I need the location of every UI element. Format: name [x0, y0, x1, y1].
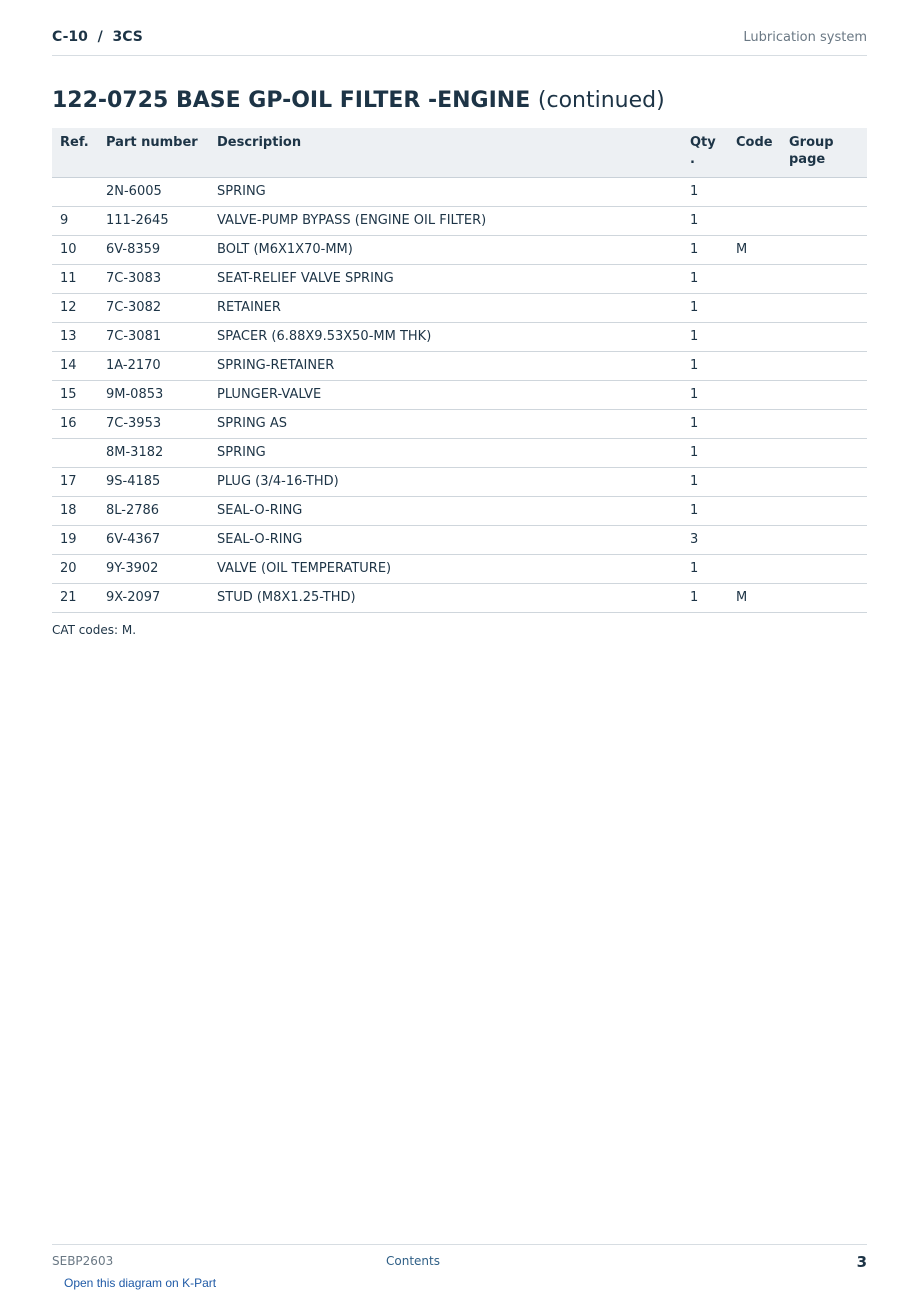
table-row: [52, 264, 867, 293]
cell-part-number: 9S-4185: [98, 467, 209, 496]
cell-code: [728, 438, 781, 467]
cell-description: SPACER (6.88X9.53X50-MM THK): [209, 322, 682, 351]
cell-description: BOLT (M6X1X70-MM): [209, 235, 682, 264]
cell-qty: 1: [682, 496, 728, 525]
cell-qty: 1: [682, 409, 728, 438]
cell-part-number: 7C-3083: [98, 264, 209, 293]
column-header-group-line1: Group: [789, 135, 834, 150]
cell-qty: 1: [682, 293, 728, 322]
table-row: [52, 409, 867, 438]
cell-ref: 11: [52, 264, 98, 293]
cell-code: [728, 496, 781, 525]
cell-code: [728, 264, 781, 293]
cell-ref: [52, 438, 98, 467]
section-name: Lubrication system: [743, 30, 867, 45]
column-header-qty-line1: Qty: [690, 135, 716, 150]
cell-description: STUD (M8X1.25-THD): [209, 583, 682, 612]
cell-part-number: 8M-3182: [98, 438, 209, 467]
column-header-group-line2: page: [789, 152, 826, 167]
cell-part-number: 7C-3081: [98, 322, 209, 351]
cell-qty: 1: [682, 380, 728, 409]
column-header-qty-line2: .: [690, 152, 695, 167]
cell-qty: 3: [682, 525, 728, 554]
cell-description: SEAT-RELIEF VALVE SPRING: [209, 264, 682, 293]
cell-part-number: 6V-4367: [98, 525, 209, 554]
cell-group-page: [781, 496, 867, 525]
cell-qty: 1: [682, 264, 728, 293]
table-row: [52, 177, 867, 206]
cell-description: SPRING: [209, 177, 682, 206]
table-row: [52, 525, 867, 554]
page-footer: [52, 1244, 867, 1271]
cell-ref: 17: [52, 467, 98, 496]
table-row: [52, 496, 867, 525]
page-header: [52, 28, 867, 56]
table-row: [52, 351, 867, 380]
cell-qty: 1: [682, 467, 728, 496]
cell-ref: 19: [52, 525, 98, 554]
cell-qty: 1: [682, 235, 728, 264]
contents-link[interactable]: Contents: [386, 1254, 440, 1268]
cell-group-page: [781, 525, 867, 554]
page-number: 3: [856, 1253, 867, 1271]
cell-part-number: 7C-3953: [98, 409, 209, 438]
cell-description: SPRING-RETAINER: [209, 351, 682, 380]
cell-ref: [52, 177, 98, 206]
table-row: [52, 554, 867, 583]
cell-code: [728, 177, 781, 206]
cell-part-number: 1A-2170: [98, 351, 209, 380]
cell-group-page: [781, 351, 867, 380]
cell-ref: 12: [52, 293, 98, 322]
cell-code: [728, 554, 781, 583]
cell-ref: 20: [52, 554, 98, 583]
document-number: SEBP2603: [52, 1254, 114, 1268]
cell-group-page: [781, 322, 867, 351]
cell-group-page: [781, 264, 867, 293]
cell-part-number: 9X-2097: [98, 583, 209, 612]
cell-code: M: [728, 235, 781, 264]
cell-code: [728, 467, 781, 496]
table-row: [52, 322, 867, 351]
cell-description: VALVE (OIL TEMPERATURE): [209, 554, 682, 583]
cell-group-page: [781, 206, 867, 235]
parts-table: [52, 128, 867, 613]
cell-code: [728, 525, 781, 554]
table-row: [52, 380, 867, 409]
cell-ref: 14: [52, 351, 98, 380]
cell-ref: 13: [52, 322, 98, 351]
title-continued: (continued): [537, 88, 665, 113]
cell-part-number: 2N-6005: [98, 177, 209, 206]
cat-codes-note: CAT codes: M.: [52, 623, 137, 637]
cell-part-number: 9M-0853: [98, 380, 209, 409]
cell-qty: 1: [682, 583, 728, 612]
cell-part-number: 9Y-3902: [98, 554, 209, 583]
title-group-name: 122-0725 BASE GP-OIL FILTER -ENGINE: [52, 88, 531, 113]
cell-group-page: [781, 409, 867, 438]
cell-ref: 9: [52, 206, 98, 235]
cell-description: SEAL-O-RING: [209, 525, 682, 554]
table-row: [52, 206, 867, 235]
cell-group-page: [781, 467, 867, 496]
cell-group-page: [781, 293, 867, 322]
page-title: [52, 88, 665, 113]
cell-qty: 1: [682, 177, 728, 206]
column-header-part-number: Part number: [98, 128, 209, 177]
column-header-ref: Ref.: [52, 128, 98, 177]
table-header-row: [52, 128, 867, 177]
cell-ref: 21: [52, 583, 98, 612]
cell-qty: 1: [682, 351, 728, 380]
cell-qty: 1: [682, 206, 728, 235]
table-row: [52, 583, 867, 612]
cell-ref: 16: [52, 409, 98, 438]
cell-description: SPRING: [209, 438, 682, 467]
cell-description: PLUG (3/4-16-THD): [209, 467, 682, 496]
cell-group-page: [781, 235, 867, 264]
column-header-description: Description: [209, 128, 682, 177]
column-header-group-page: [781, 128, 867, 177]
cell-ref: 15: [52, 380, 98, 409]
cell-description: PLUNGER-VALVE: [209, 380, 682, 409]
table-row: [52, 438, 867, 467]
cell-code: [728, 380, 781, 409]
cell-part-number: 111-2645: [98, 206, 209, 235]
column-header-qty: [682, 128, 728, 177]
cell-code: [728, 351, 781, 380]
cell-code: [728, 206, 781, 235]
column-header-code: Code: [728, 128, 781, 177]
parts-table-body: [52, 177, 867, 612]
table-row: [52, 293, 867, 322]
open-diagram-kpart-link[interactable]: Open this diagram on K-Part: [64, 1276, 217, 1290]
cell-part-number: 7C-3082: [98, 293, 209, 322]
cell-qty: 1: [682, 554, 728, 583]
cell-group-page: [781, 380, 867, 409]
cell-group-page: [781, 177, 867, 206]
cell-code: [728, 322, 781, 351]
table-row: [52, 235, 867, 264]
cell-part-number: 6V-8359: [98, 235, 209, 264]
cell-description: SEAL-O-RING: [209, 496, 682, 525]
cell-qty: 1: [682, 438, 728, 467]
cell-description: VALVE-PUMP BYPASS (ENGINE OIL FILTER): [209, 206, 682, 235]
table-row: [52, 467, 867, 496]
cell-code: [728, 293, 781, 322]
cell-qty: 1: [682, 322, 728, 351]
cell-description: SPRING AS: [209, 409, 682, 438]
cell-part-number: 8L-2786: [98, 496, 209, 525]
cell-ref: 10: [52, 235, 98, 264]
cell-code: M: [728, 583, 781, 612]
cell-group-page: [781, 583, 867, 612]
cell-group-page: [781, 438, 867, 467]
cell-group-page: [781, 554, 867, 583]
cell-ref: 18: [52, 496, 98, 525]
cell-description: RETAINER: [209, 293, 682, 322]
model-code: C-10 / 3CS: [52, 29, 143, 45]
cell-code: [728, 409, 781, 438]
